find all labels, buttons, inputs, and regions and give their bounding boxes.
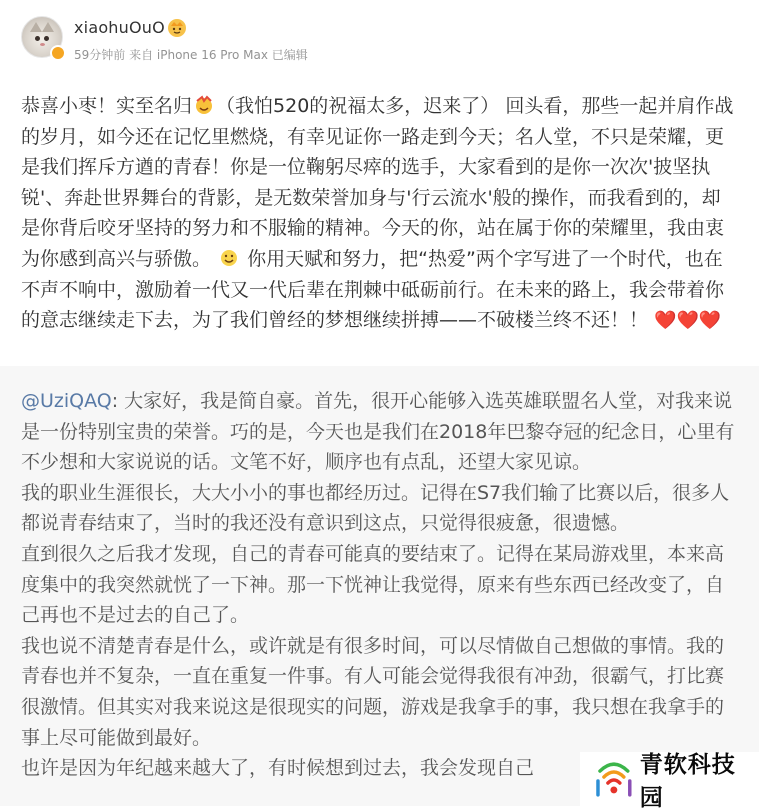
post-body (21, 91, 739, 337)
crown-badge-icon (166, 16, 188, 38)
cat-eye-right (44, 36, 49, 41)
cat-nose (40, 43, 45, 46)
post-text-part-a: 恭喜小枣！实至名归 (21, 95, 193, 117)
post-text-part-b: （我怕520的祝福太多，迟来了） 回头看，那些一起并肩作战的岁月，如今还在记忆里燃烧，有幸见证你一路走到今天；名人堂，不只是荣耀，更是我们挥斥方遒的青春！你是一位鞠躬尽瘁的选手，大家看到的是你一次次'披坚执锐'、奔赴世界舞台的背影，是无数荣誉加身与'行云流水'般的操作，而我看到的，却是你背后咬牙坚持的努力和不服输的精神。今天的你，站在属于你的荣耀里，我由衷为你感到高兴与骄傲。 (21, 95, 734, 270)
watermark (580, 752, 759, 811)
watermark-text: 青软科技园 (639, 752, 736, 811)
verified-badge-icon (50, 45, 66, 61)
post-header (0, 0, 759, 80)
mention-link[interactable]: @UziQAQ (21, 390, 112, 412)
repost-quote[interactable] (0, 366, 759, 806)
repost-text: : 大家好，我是简自豪。首先，很开心能够入选英雄联盟名人堂，对我来说是一份特别宝贵的荣誉。巧的是，今天也是我们在2018年巴黎夺冠的纪念日，心里有不少想和大家说说的话。文笔不好，顺序也有点乱，还望大家见谅。 我的职业生涯很长，大大小小的事也都经历过。记得在S7我们输了比赛以后，很多人都说青春结束了，当时的我还没有意识到这点，只觉得很疲惫，很遗憾。 直到很久之后我才发现，自己的青春可能真的要结束了。记得在某局游戏里，本来高度集中的我突然就恍了一下神。那一下恍神让我觉得，原来有些东西已经改变了，自己再也不是过去的自己了。 我也说不清楚青春是什么，或许就是有很多时间，可以尽情做自己想做的事情。我的青春也并不复杂，一直在重复一件事。有人可能会觉得我很有冲劲，很霸气，打比赛很激情。但其实对我来说这是很现实的问题，游戏是我拿手的事，我只想在我拿手的事上尽可能做到最好。 也许是因为年纪越来越大了，有时候想到过去，我会发现自己 (21, 390, 735, 780)
happy-emoji-icon (219, 248, 239, 268)
cat-ear-right (42, 22, 54, 32)
celebrate-emoji-icon (194, 95, 214, 115)
post-text-part-c: 你用天赋和努力，把“热爱”两个字写进了一个时代，也在不声不响中，激励着一代又一代后辈在荆棘中砥砺前行。在未来的路上，我会带着你的意志继续走下去，为了我们曾经的梦想继续拼搏——不破楼兰终不还！！ (21, 247, 725, 332)
cat-ear-left (30, 22, 42, 32)
wifi-logo-icon (594, 759, 634, 799)
post-meta: 59分钟前 来自 iPhone 16 Pro Max 已编辑 (74, 48, 308, 62)
repost-text-block (21, 386, 739, 784)
cat-eye-left (35, 36, 40, 41)
username[interactable]: xiaohuOuO (74, 18, 165, 37)
heart-icons: ❤️❤️❤️ (654, 310, 722, 332)
